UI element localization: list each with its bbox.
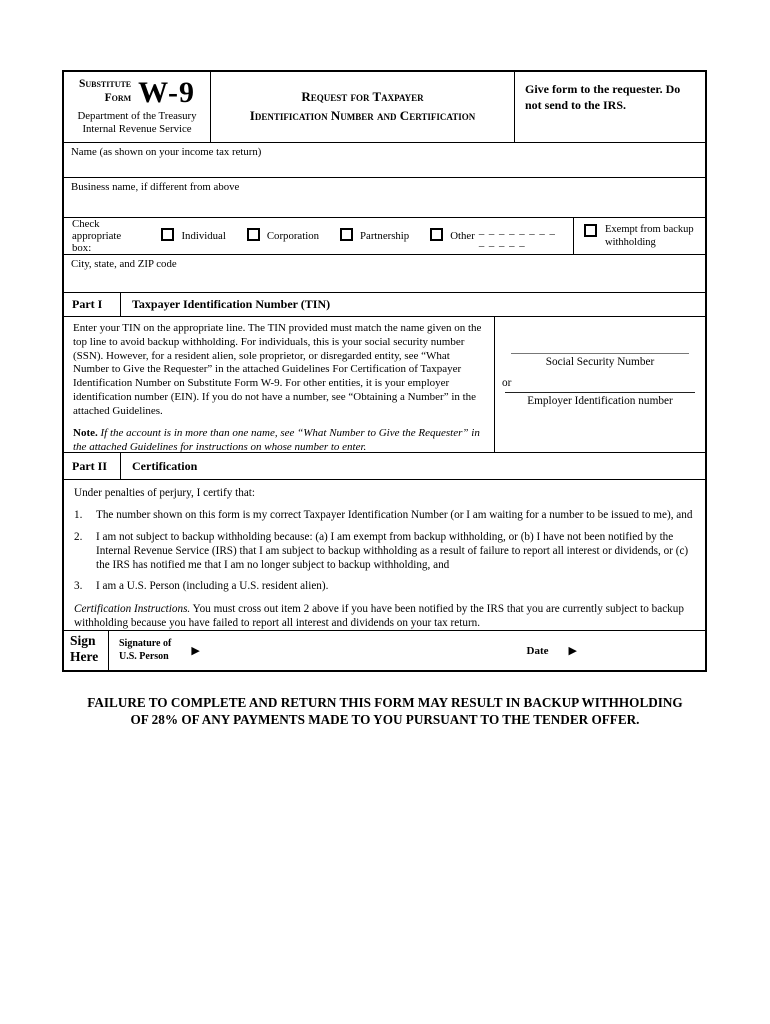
form-title-block <box>210 72 514 142</box>
name-field-label: Name (as shown on your income tax return) <box>71 146 262 158</box>
option-other <box>430 230 475 242</box>
individual-label: Individual <box>181 230 226 242</box>
certification-item-1 <box>74 509 695 523</box>
failure-warning-line1: FAILURE TO COMPLETE AND RETURN THIS FORM MAY RESULT IN BACKUP WITHHOLDING <box>87 695 683 710</box>
entity-type-row <box>64 217 705 254</box>
exempt-label: Exempt from backup withholding <box>605 224 694 248</box>
ssn-label: Social Security Number <box>545 356 655 368</box>
certification-intro: Under penalties of perjury, I certify that: <box>74 487 255 499</box>
department-line1: Department of the Treasury <box>77 110 197 122</box>
entity-type-options <box>64 218 573 254</box>
certification-instructions-text: You must cross out item 2 above if you have been notified by the IRS that you are currently subject to backup withholding because you have failed to report all interest and dividends on your tax return. <box>74 603 684 630</box>
individual-checkbox[interactable] <box>161 228 174 241</box>
corporation-label: Corporation <box>266 230 320 242</box>
date-arrow-icon: ▶ <box>568 645 577 657</box>
substitute-form-label <box>79 78 131 106</box>
signature-arrow-icon: ▶ <box>191 645 200 657</box>
other-label: Other <box>450 230 475 242</box>
option-individual <box>161 230 225 242</box>
item-1-text: The number shown on this form is my correct Taxpayer Identification Number (or I am waiting for a number to be issued to me), and <box>96 508 693 521</box>
signature-area[interactable] <box>108 631 705 670</box>
form-identity-block <box>64 72 210 142</box>
form-title-line1: Request for Taxpayer <box>301 89 424 105</box>
part2-title: Certification <box>120 453 705 479</box>
form-label: Form <box>104 91 132 104</box>
date-label: Date <box>526 644 549 657</box>
option-corporation <box>247 230 319 242</box>
item-1-number: 1. <box>74 508 83 521</box>
part1-header-row <box>64 292 705 316</box>
signature-of-line1: Signature of <box>119 638 172 649</box>
part2-header-row <box>64 452 705 479</box>
exempt-checkbox[interactable] <box>584 224 597 237</box>
department-line2: Internal Revenue Service <box>82 122 192 135</box>
other-fill-in-line[interactable]: _ _ _ _ _ _ _ _ _ _ _ _ _ <box>478 224 556 248</box>
part2-label: Part II <box>72 458 107 473</box>
partnership-label: Partnership <box>360 230 410 242</box>
ssn-group <box>505 353 695 368</box>
sign-here-label <box>64 631 108 670</box>
business-name-field-label: Business name, if different from above <box>71 181 240 193</box>
or-label: or <box>502 377 512 389</box>
signature-of-label <box>119 638 171 663</box>
exempt-backup-withholding-cell <box>573 218 705 254</box>
signature-of-line2: U.S. Person <box>119 650 169 662</box>
failure-warning-line2: OF 28% OF ANY PAYMENTS MADE TO YOU PURSUANT TO THE TENDER OFFER. <box>130 712 640 728</box>
option-partnership <box>340 230 409 242</box>
form-title-line2: Identification Number and Certification <box>249 108 476 123</box>
ssn-entry-line[interactable] <box>511 353 689 354</box>
certification-item-2 <box>74 531 695 573</box>
part1-label: Part I <box>72 297 103 311</box>
certification-body <box>64 479 705 630</box>
ein-group <box>505 392 695 407</box>
item-3-text: I am a U.S. Person (including a U.S. resident alien). <box>96 580 329 593</box>
part1-instructions: Enter your TIN on the appropriate line. The TIN provided must match the name given on the top line to avoid backup withholding. For individuals, this is your social security number (SSN). However, for a resident alien, sole proprietor, or disregarded entity, see “What Number to Give the Requester” in the attached Guidelines For Certification of Taxpayer Identification Number on Substitute Form W-9. For other entities, it is your employer identification number (EIN). If you do not have a number, see “Obtaining a Number” in the attached Guidelines. <box>73 322 482 417</box>
other-checkbox[interactable] <box>430 228 443 241</box>
substitute-label: Substitute <box>78 78 132 90</box>
tin-entry-cell <box>494 317 705 452</box>
partnership-checkbox[interactable] <box>340 228 353 241</box>
part1-instructions-block <box>64 317 494 452</box>
part1-title: Taxpayer Identification Number (TIN) <box>120 293 705 316</box>
ein-entry-line[interactable] <box>505 392 695 393</box>
form-header-row <box>64 72 705 142</box>
entity-type-prompt: Check appropriate box: <box>72 218 122 254</box>
item-2-number: 2. <box>74 530 83 543</box>
requester-instruction: Give form to the requester. Do not send to the IRS. <box>514 72 705 142</box>
certification-instructions <box>74 603 695 630</box>
certification-instructions-label: Certification Instructions. <box>74 603 191 616</box>
part1-note-label: Note. <box>73 427 98 440</box>
city-state-zip-input-area[interactable] <box>64 254 705 292</box>
form-number: W-9 <box>138 76 196 109</box>
sign-here-row <box>64 630 705 670</box>
name-input-area[interactable] <box>64 142 705 177</box>
sign-here-line2: Here <box>70 649 99 665</box>
part1-body-row <box>64 316 705 452</box>
business-name-input-area[interactable] <box>64 177 705 217</box>
certification-item-3 <box>74 580 695 594</box>
item-3-number: 3. <box>74 580 83 593</box>
sign-here-line1: Sign <box>70 633 96 648</box>
item-2-text: I am not subject to backup withholding because: (a) I am exempt from backup withholding, or (b) I have not been notified by the Internal Revenue Service (IRS) that I am subject to backup withholding as a result of failure to report all interest or dividends, or (c) the IRS has notified me that I am no longer subject to backup withholding, and <box>96 530 689 571</box>
city-state-zip-field-label: City, state, and ZIP code <box>71 258 177 270</box>
part1-note <box>73 427 485 452</box>
department-block <box>68 110 206 136</box>
failure-warning <box>0 694 770 729</box>
part1-note-text: If the account is in more than one name, see “What Number to Give the Requester” in the attached Guidelines for instructions on whose number to enter. <box>73 427 480 452</box>
w9-substitute-form <box>62 70 707 672</box>
ein-label: Employer Identification number <box>527 395 673 407</box>
date-area[interactable] <box>527 644 577 657</box>
corporation-checkbox[interactable] <box>247 228 260 241</box>
